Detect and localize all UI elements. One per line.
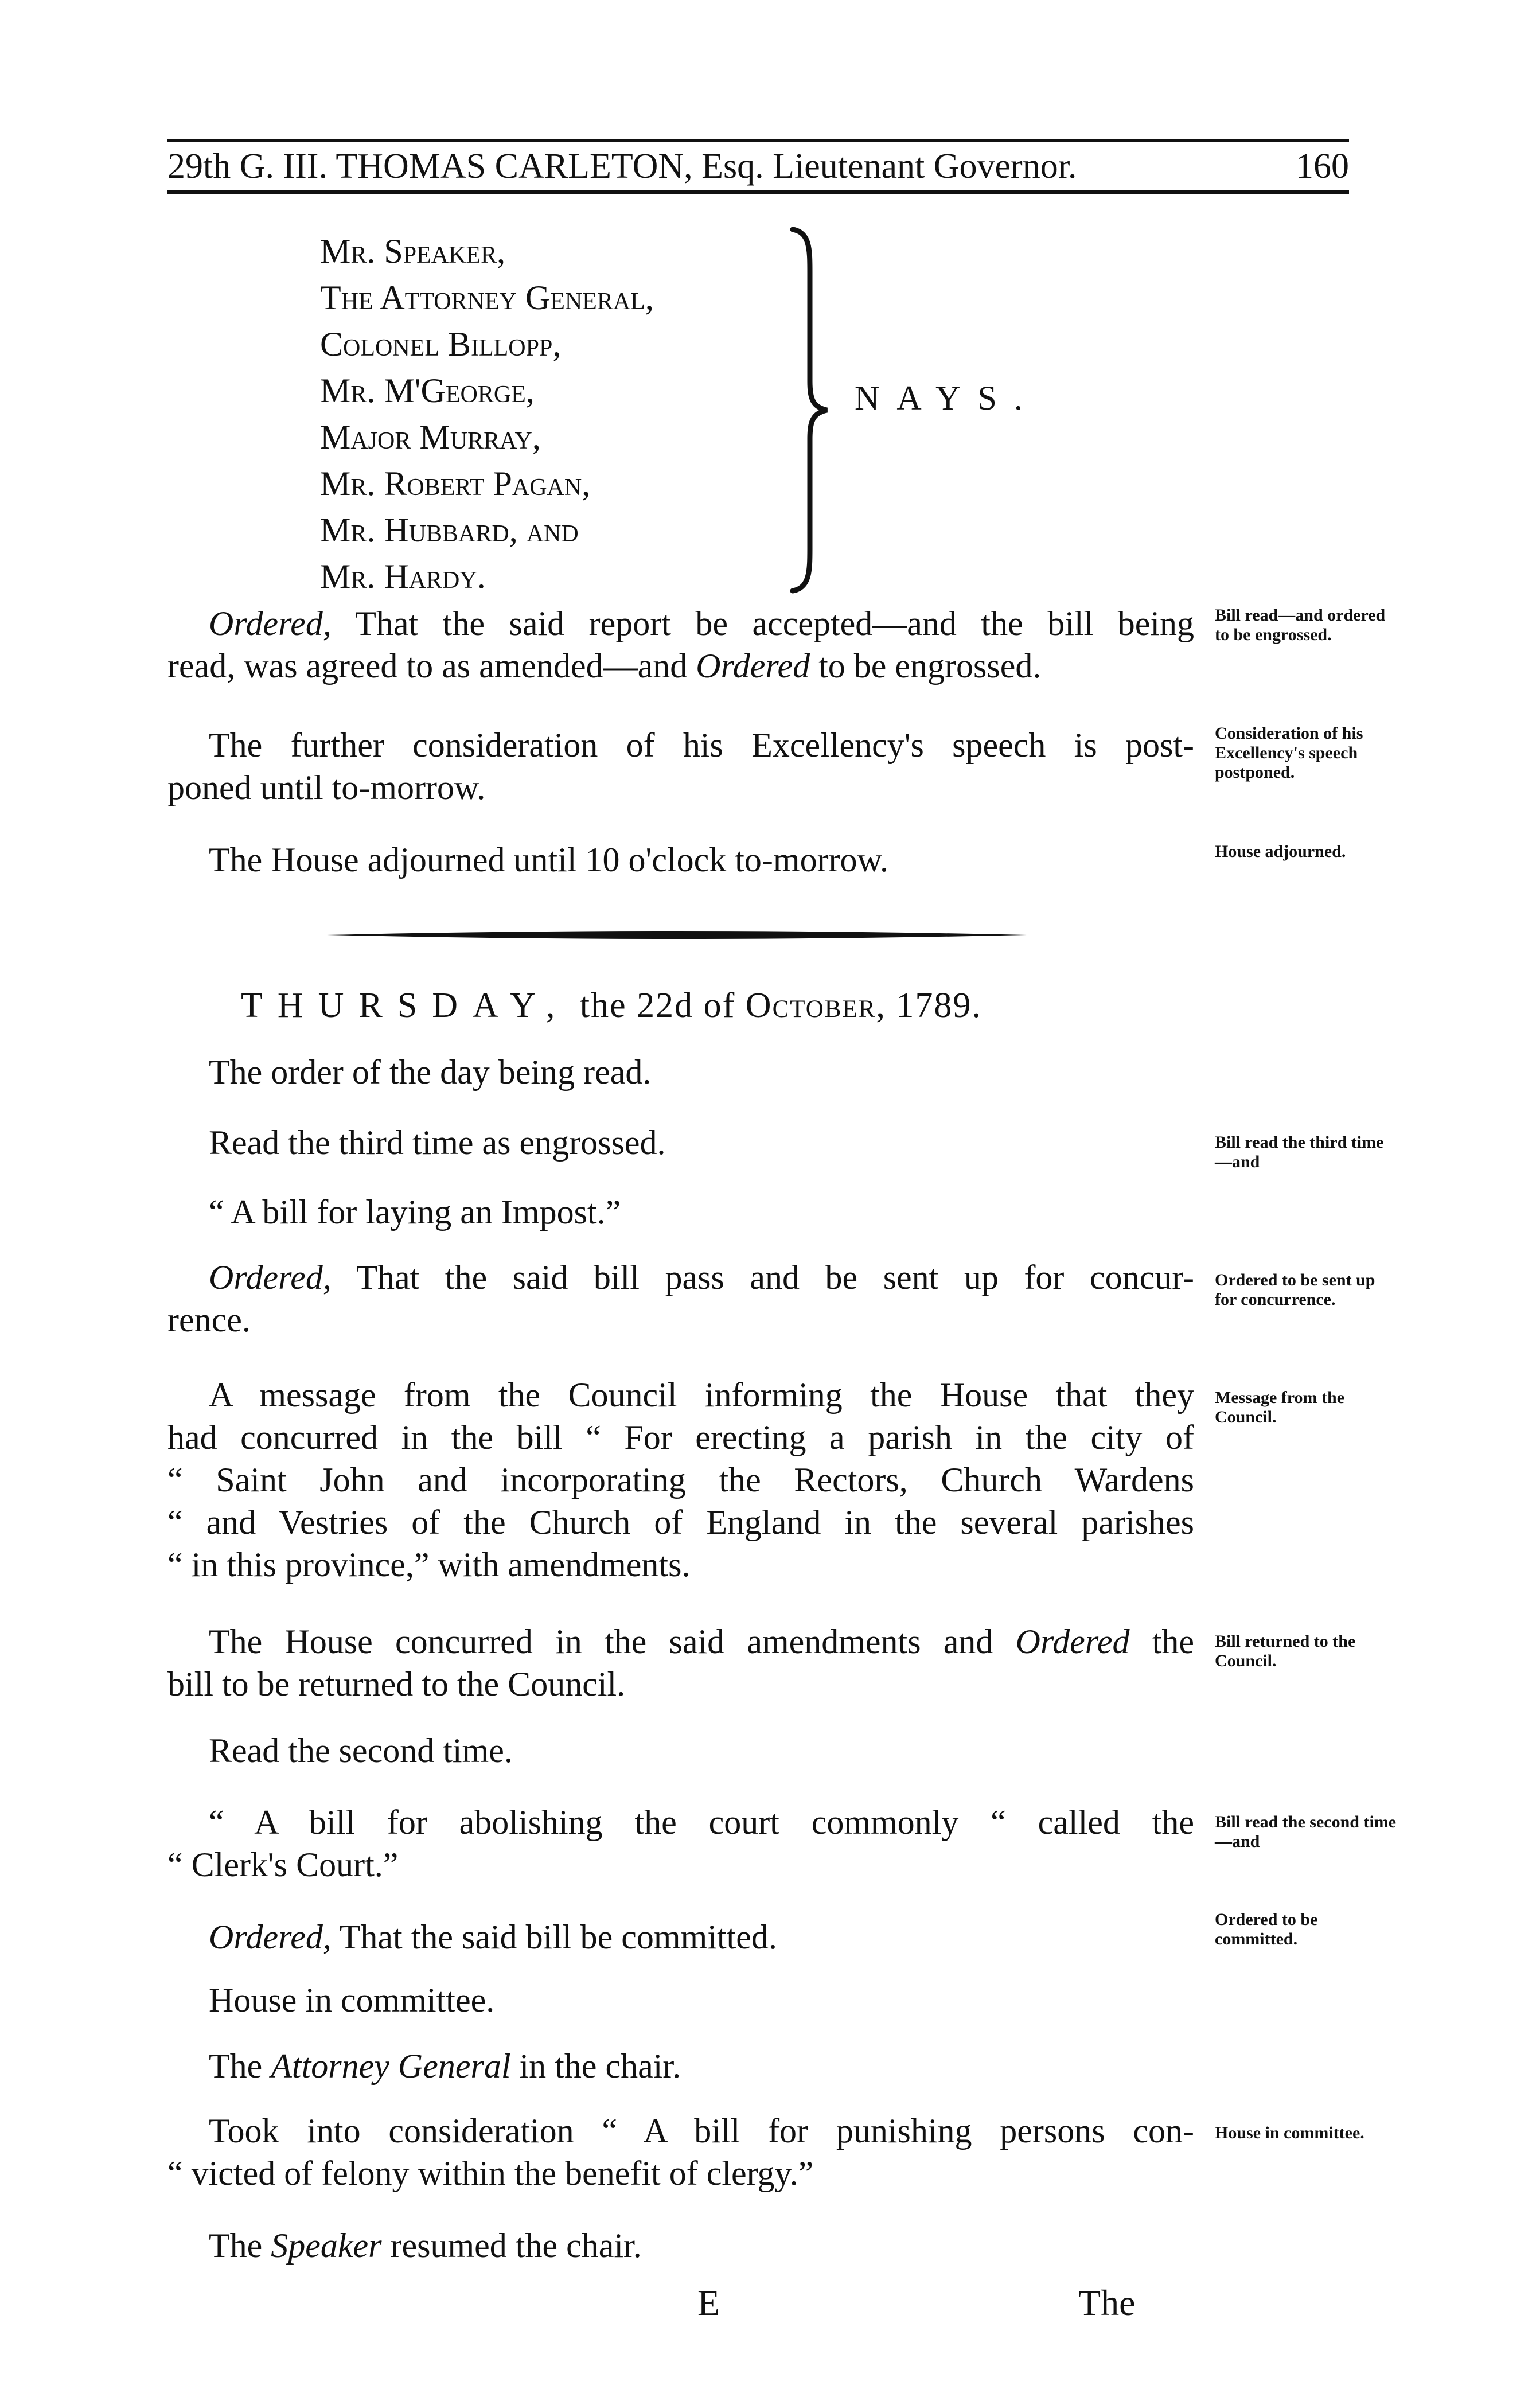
catchword: The bbox=[1078, 2282, 1136, 2323]
text: Read the third time as engrossed. bbox=[209, 1124, 666, 1162]
paragraph bbox=[167, 1121, 1194, 1164]
margin-note: Bill returned to the Council. bbox=[1215, 1632, 1356, 1670]
text: House in committee. bbox=[209, 1981, 495, 2019]
paragraph bbox=[167, 2045, 1194, 2087]
division-name: Mr. M'George, bbox=[320, 372, 535, 410]
day-heading bbox=[241, 985, 982, 1026]
paragraph bbox=[167, 1979, 1194, 2021]
text: That the said bill pass and be sent up for concur- bbox=[331, 1258, 1194, 1296]
emphasis: Ordered, bbox=[209, 1258, 332, 1296]
text: the 22d of bbox=[570, 986, 746, 1025]
text: “ Saint John and incorporating the Rectors, Church Wardens bbox=[167, 1461, 1194, 1499]
division-name: Mr. Speaker, bbox=[320, 232, 506, 270]
header-title: 29th G. III. THOMAS CARLETON, Esq. Lieutenant Governor. bbox=[167, 147, 1077, 186]
margin-note: Bill read the third time—and bbox=[1215, 1133, 1384, 1171]
margin-note: Ordered to be committed. bbox=[1215, 1910, 1318, 1948]
paragraph bbox=[167, 1374, 1194, 1586]
text: resumed the chair. bbox=[381, 2227, 642, 2265]
division-name: Mr. Hubbard, and bbox=[320, 511, 579, 549]
paragraph bbox=[167, 1801, 1194, 1886]
paragraph bbox=[167, 1191, 1194, 1233]
text: bill to be returned to the Council. bbox=[167, 1665, 626, 1703]
margin-note: Consideration of his Excellency's speech postponed. bbox=[1215, 724, 1363, 782]
text: Read the second time. bbox=[209, 1732, 513, 1770]
emphasis: Ordered, bbox=[209, 1918, 332, 1956]
section-separator bbox=[327, 928, 1027, 942]
text: The order of the day being read. bbox=[209, 1053, 652, 1091]
paragraph bbox=[167, 1256, 1194, 1341]
text: “ A bill for laying an Impost.” bbox=[209, 1193, 621, 1231]
margin-note: Bill read the second time—and bbox=[1215, 1813, 1397, 1851]
division-names-list bbox=[320, 228, 654, 600]
paragraph bbox=[167, 724, 1194, 809]
text: A message from the Council informing the House that they bbox=[209, 1376, 1194, 1414]
paragraph bbox=[167, 1051, 1194, 1093]
header-top-rule bbox=[167, 139, 1349, 142]
paragraph bbox=[167, 1729, 1194, 1772]
signature-mark: E bbox=[697, 2282, 720, 2323]
day-name: THURSDAY, bbox=[241, 986, 570, 1025]
text: “ Clerk's Court.” bbox=[167, 1846, 399, 1884]
division-name: The Attorney General, bbox=[320, 279, 654, 317]
header-rule bbox=[167, 190, 1349, 194]
text: “ A bill for abolishing the court commonly “ called the bbox=[209, 1803, 1194, 1841]
running-header bbox=[167, 143, 1349, 189]
paragraph bbox=[167, 839, 1194, 881]
emphasis: Ordered, bbox=[209, 605, 332, 642]
text: in the chair. bbox=[510, 2047, 681, 2085]
paragraph bbox=[167, 602, 1194, 687]
division-name: Mr. Robert Pagan, bbox=[320, 465, 591, 502]
text: read, was agreed to as amended—and bbox=[167, 647, 696, 685]
margin-note: Message from the Council. bbox=[1215, 1388, 1345, 1427]
curly-brace bbox=[787, 227, 833, 594]
text: The House concurred in the said amendments and bbox=[209, 1623, 1016, 1661]
emphasis: Ordered bbox=[1015, 1623, 1130, 1661]
text: the bbox=[1129, 1623, 1194, 1661]
text: “ in this province,” with amendments. bbox=[167, 1546, 691, 1584]
text: Took into consideration “ A bill for punishing persons con- bbox=[209, 2112, 1194, 2150]
division-name: Major Murray, bbox=[320, 418, 541, 456]
text: The further consideration of his Excellency's speech is post- bbox=[209, 726, 1194, 764]
emphasis: Speaker bbox=[271, 2227, 382, 2265]
text: to be engrossed. bbox=[810, 647, 1042, 685]
paragraph bbox=[167, 1620, 1194, 1705]
division-name: Mr. Hardy. bbox=[320, 558, 486, 595]
year: 1789. bbox=[886, 986, 982, 1025]
nays-label: NAYS. bbox=[855, 379, 1040, 417]
paragraph bbox=[167, 2110, 1194, 2195]
page-number: 160 bbox=[1296, 147, 1349, 186]
text: The House adjourned until 10 o'clock to-morrow. bbox=[209, 841, 888, 879]
division-name: Colonel Billopp, bbox=[320, 325, 562, 363]
text: That the said report be accepted—and the bill being bbox=[331, 605, 1194, 642]
emphasis: Attorney General bbox=[271, 2047, 511, 2085]
margin-note: Ordered to be sent up for concurrence. bbox=[1215, 1270, 1375, 1309]
text: “ victed of felony within the benefit of clergy.” bbox=[167, 2154, 814, 2192]
text: That the said bill be committed. bbox=[331, 1918, 777, 1956]
margin-note: House adjourned. bbox=[1215, 842, 1346, 861]
text: poned until to-morrow. bbox=[167, 769, 486, 806]
paragraph bbox=[167, 1916, 1194, 1958]
margin-note: Bill read—and ordered to be engrossed. bbox=[1215, 606, 1386, 644]
month: October, bbox=[745, 986, 886, 1025]
text: had concurred in the bill “ For erecting a parish in the city of bbox=[167, 1418, 1194, 1456]
text: The bbox=[209, 2227, 271, 2265]
text: The bbox=[209, 2047, 271, 2085]
emphasis: Ordered bbox=[696, 647, 810, 685]
paragraph bbox=[167, 2224, 1194, 2267]
margin-note: House in committee. bbox=[1215, 2123, 1364, 2142]
text: “ and Vestries of the Church of England in the several parishes bbox=[167, 1503, 1194, 1541]
text: rence. bbox=[167, 1301, 251, 1339]
